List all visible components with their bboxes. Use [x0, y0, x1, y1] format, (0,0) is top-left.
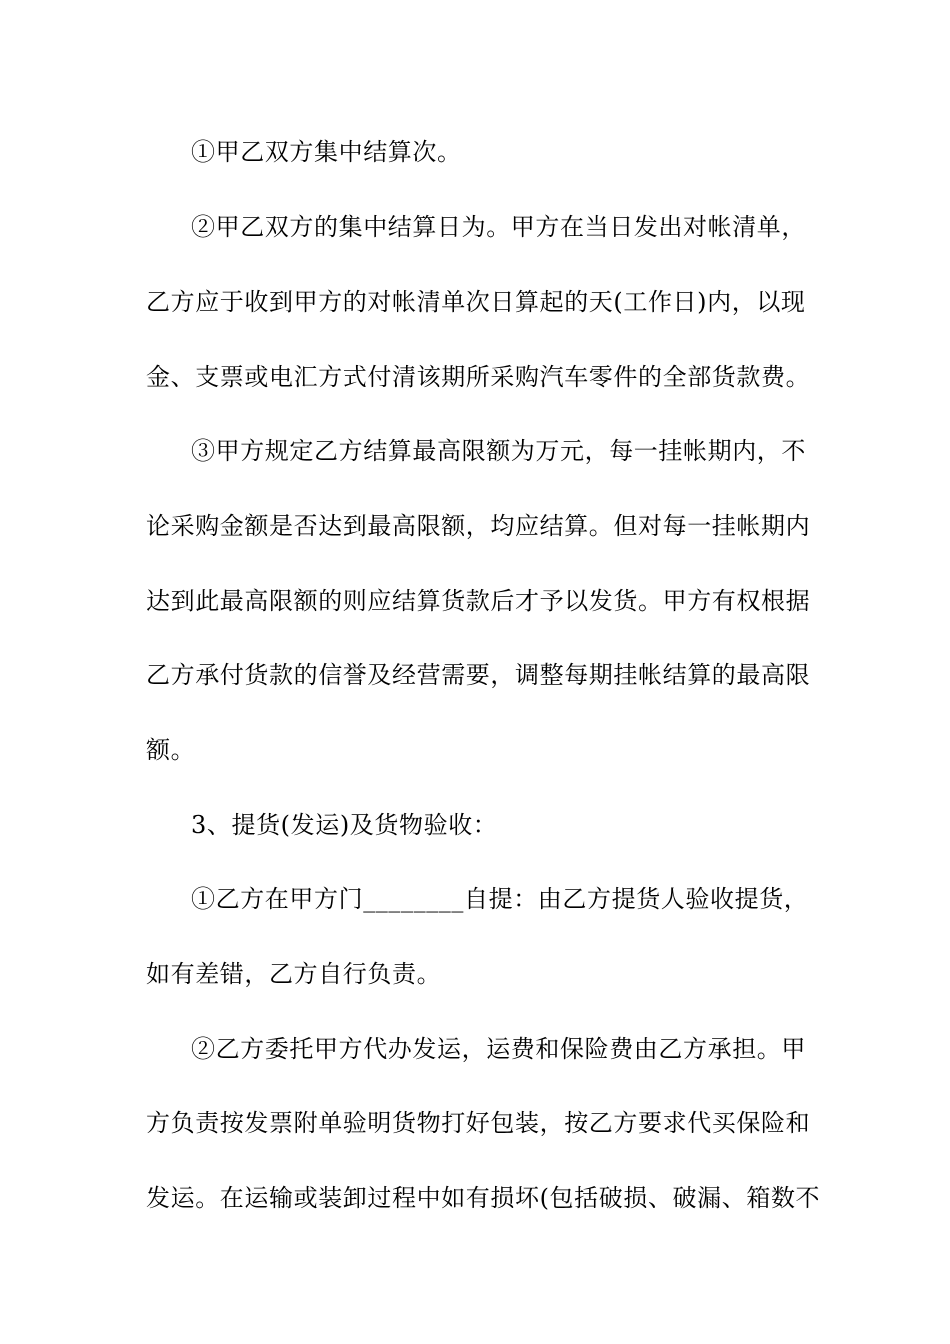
text-line: 方负责按发票附单验明货物打好包装，按乙方要求代买保险和	[146, 1109, 811, 1137]
paragraph-credit-limit: ③甲方规定乙方结算最高限额为万元，每一挂帐期内，不	[191, 437, 806, 465]
paragraph-self-pickup: ①乙方在甲方门________自提：由乙方提货人验收提货，	[191, 885, 809, 913]
text-line: 如有差错，乙方自行负责。	[146, 960, 442, 988]
paragraph-settlement-count: ①甲乙双方集中结算次。	[191, 138, 462, 166]
text-line: 乙方承付货款的信誉及经营需要，调整每期挂帐结算的最高限	[146, 661, 811, 689]
paragraph-settlement-date: ②甲乙双方的集中结算日为。甲方在当日发出对帐清单，	[191, 213, 806, 241]
text-line: 额。	[146, 736, 196, 764]
text-line: 发运。在运输或装卸过程中如有损坏(包括破损、破漏、箱数不	[146, 1184, 821, 1212]
paragraph-consigned-shipping: ②乙方委托甲方代办发运，运费和保险费由乙方承担。甲	[191, 1035, 806, 1063]
section-heading-delivery: 3、提货(发运)及货物验收：	[191, 811, 498, 839]
text-line: 金、支票或电汇方式付清该期所采购汽车零件的全部货款费。	[146, 363, 811, 391]
text-line: 论采购金额是否达到最高限额，均应结算。但对每一挂帐期内	[146, 512, 811, 540]
text-line: 达到此最高限额的则应结算货款后才予以发货。甲方有权根据	[146, 587, 811, 615]
text-line: 乙方应于收到甲方的对帐清单次日算起的天(工作日)内，以现	[146, 288, 806, 316]
